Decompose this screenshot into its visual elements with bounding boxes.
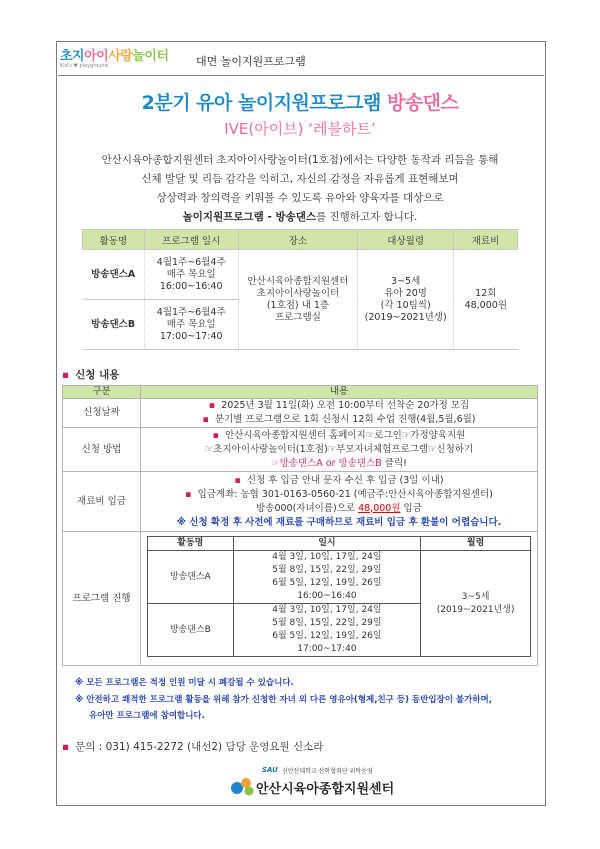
date-line: 5월 8일, 15일, 22일, 29일 — [272, 565, 382, 575]
logo-text-part: 아이 — [84, 49, 109, 64]
intro-line-rest: 를 진행하고자 합니다. — [316, 211, 418, 223]
apply-line — [141, 488, 537, 502]
bank-account: 입금계좌: 농협 301-0163-0560-21 (예금주:안산시육아종합지원센터) — [197, 488, 493, 500]
intro-line — [60, 208, 540, 227]
schedule-header-cell: 활동명 — [83, 230, 145, 250]
logo-text-part: 놀이터 — [132, 49, 169, 64]
logo-subtext: Kid's ♥ playground — [60, 63, 108, 69]
section-title-text: 신청 내용 — [75, 369, 120, 381]
logo-text-part: 초지 — [60, 49, 85, 64]
bullet-icon: ▪ — [185, 488, 192, 500]
schedule-header-row — [83, 230, 518, 250]
logo-text — [60, 45, 190, 64]
program-header-cell: 월령 — [421, 537, 531, 551]
apply-header-cell: 구분 — [63, 386, 141, 399]
place-line: 안산시육아종합지원센터 — [247, 275, 349, 287]
schedule-header-cell: 장소 — [238, 230, 358, 250]
fee-amount: 48,000원 — [358, 502, 401, 514]
center-logo — [228, 766, 428, 800]
main-title-text: 2분기 유아 놀이지원프로그램 — [141, 92, 387, 114]
activity-name: 방송댄스B — [83, 300, 145, 350]
apply-line — [141, 457, 537, 471]
header — [58, 45, 544, 75]
sub-title: IVE(아이브) ‘레블하트’ — [224, 120, 376, 138]
note-line: ※ 안전하고 쾌적한 프로그램 활동을 위해 참가 신청한 자녀 외 다른 영유아(형제,친구 등) 동반입장이 불가하며, — [75, 695, 492, 705]
schedule-header-cell: 재료비 — [454, 230, 518, 250]
table-row — [83, 250, 518, 300]
program-time — [144, 300, 238, 350]
apply-content — [141, 428, 538, 472]
apply-text: 안산시육아종합지원센터 홈페이지☞로그인☞가정양육지원 — [225, 429, 466, 441]
apply-text: 신청 후 입금 안내 문자 수신 후 입금 (3일 이내) — [246, 474, 444, 486]
apply-line — [141, 502, 537, 516]
apply-content — [141, 472, 538, 532]
place-line: 초지아이사랑놀이터 — [256, 287, 340, 299]
program-table — [147, 536, 531, 657]
age-line: 3~5세 — [461, 591, 490, 602]
place-cell — [238, 250, 358, 350]
time-line: 매주 목요일 — [166, 318, 216, 330]
fee-line: 12회 — [475, 287, 497, 299]
program-dates — [233, 551, 421, 604]
program-header-cell: 활동명 — [148, 537, 234, 551]
bullet-icon: ▪ — [62, 369, 70, 381]
time-line: 4월1주~6월4주 — [156, 306, 226, 318]
apply-header-row — [63, 386, 538, 399]
apply-line — [141, 474, 537, 488]
table-row — [148, 551, 531, 604]
note-line: ※ 모든 프로그램은 적정 인원 미달 시 폐강될 수 있습니다. — [75, 678, 294, 688]
header-divider — [58, 75, 544, 76]
apply-line — [141, 429, 537, 443]
center-emblem-icon — [230, 775, 256, 797]
date-line: 4월 3일, 10일, 17일, 24일 — [272, 552, 382, 562]
date-line: 6월 5일, 12일, 19일, 26일 — [272, 631, 382, 641]
apply-text: 2025년 3월 11일(화) 오전 10:00부터 선착순 20가정 모집 — [221, 400, 470, 411]
age-cell — [358, 250, 454, 350]
program-header-row — [148, 537, 531, 551]
age-line: 유아 20명 — [384, 287, 427, 299]
time-line: 매주 목요일 — [166, 268, 216, 280]
apply-label: 신청 방법 — [63, 428, 141, 472]
age-line: (2019~2021년생) — [364, 311, 447, 323]
apply-text: 클릭! — [381, 457, 407, 469]
apply-line — [141, 399, 537, 413]
time-line: 17:00~17:40 — [159, 330, 223, 342]
logo-text-part: 사랑 — [108, 49, 133, 64]
bullet-icon: ▪ — [234, 474, 241, 486]
intro-line: 안산시육아종합지원센터 초지아이사랑놀이터(1호점)에서는 다양한 동작과 리듬을 통해 — [101, 154, 499, 166]
apply-label: 재료비 입금 — [63, 472, 141, 532]
schedule-header-cell: 프로그램 일시 — [144, 230, 238, 250]
fee-cell — [454, 250, 518, 350]
place-line: (1호점) 내 1층 — [266, 299, 330, 311]
age-line: (2019~2021년생) — [436, 604, 515, 615]
apply-content — [141, 399, 538, 428]
apply-line — [141, 413, 537, 427]
apply-text: 분기별 프로그램으로 1회 신청시 12회 수업 진행(4월,5월,6월) — [214, 414, 476, 425]
time-line: 4월1주~6월4주 — [156, 256, 226, 268]
apply-header-cell: 내용 — [141, 386, 538, 399]
age-line: (각 10팀씩) — [380, 299, 431, 311]
bullet-icon: ▪ — [208, 400, 216, 411]
apply-label: 프로그램 진행 — [63, 532, 141, 666]
apply-text: 입금 — [400, 502, 422, 514]
operator-text: 신안산대학교 산학협력단 위탁운영 — [282, 768, 373, 775]
date-line: 4월 3일, 10일, 17일, 24일 — [272, 605, 382, 615]
intro-program-name: 놀이지원프로그램 - 방송댄스 — [182, 211, 317, 223]
age-line: 3~5세 — [391, 275, 421, 287]
apply-text: 방송000(자녀이름)으로 — [256, 502, 359, 514]
activity-name: 방송댄스A — [148, 551, 234, 604]
schedule-header-cell: 대상월령 — [358, 230, 454, 250]
contact-info — [62, 739, 323, 754]
apply-table — [62, 385, 538, 666]
date-line: 5월 8일, 15일, 22일, 29일 — [272, 618, 382, 628]
note-line: 유아만 프로그램에 참여합니다. — [89, 711, 205, 721]
section-title — [62, 367, 119, 382]
fee-line: 48,000원 — [464, 299, 507, 311]
program-choice: ☞방송댄스A or 방송댄스B — [271, 457, 382, 469]
time-line: 16:00~16:40 — [159, 280, 223, 292]
table-row — [63, 428, 538, 472]
table-row — [63, 532, 538, 666]
program-age — [421, 551, 531, 657]
main-title — [0, 88, 600, 115]
program-time — [144, 250, 238, 300]
bullet-icon: ▪ — [202, 414, 209, 425]
activity-name: 방송댄스B — [148, 604, 234, 657]
intro-line: 신체 발달 및 리듬 감각을 익히고, 자신의 감정을 자유롭게 표현해보며 — [141, 173, 459, 185]
refund-notice: ※ 신청 확정 후 사전에 재료를 구매하므로 재료비 입금 후 환불이 어렵습니다. — [176, 516, 502, 528]
date-line: 6월 5일, 12일, 19일, 26일 — [272, 578, 382, 588]
contact-text: 문의 : 031) 415-2272 (내선2) 담당 운영요원 신소라 — [75, 741, 324, 753]
main-title-accent: 방송댄스 — [386, 92, 459, 114]
activity-name: 방송댄스A — [83, 250, 145, 300]
apply-label: 신청날짜 — [63, 399, 141, 428]
table-row — [63, 472, 538, 532]
playground-logo — [60, 45, 190, 75]
date-line: 16:00~16:40 — [297, 591, 357, 601]
apply-content — [141, 532, 538, 666]
intro-line: 상상력과 창의력을 키워볼 수 있도록 유아와 양육자를 대상으로 — [156, 192, 444, 204]
bullet-icon: ▪ — [212, 429, 220, 441]
program-header-cell: 일시 — [233, 537, 421, 551]
date-line: 17:00~17:40 — [297, 644, 357, 654]
program-dates — [233, 604, 421, 657]
center-name: 안산시육아종합지원센터 — [256, 782, 395, 797]
sau-logo: SAU — [262, 766, 278, 774]
intro-text — [60, 151, 540, 227]
table-row — [63, 399, 538, 428]
bullet-icon: ▪ — [62, 741, 70, 753]
apply-text: ☞초지아이사랑놀이터(1호점)☞부모자녀체험프로그램☞신청하기 — [204, 443, 474, 455]
schedule-table — [82, 229, 518, 350]
header-title: 대면 놀이지원프로그램 — [196, 55, 306, 68]
place-line: 프로그램실 — [275, 311, 321, 323]
